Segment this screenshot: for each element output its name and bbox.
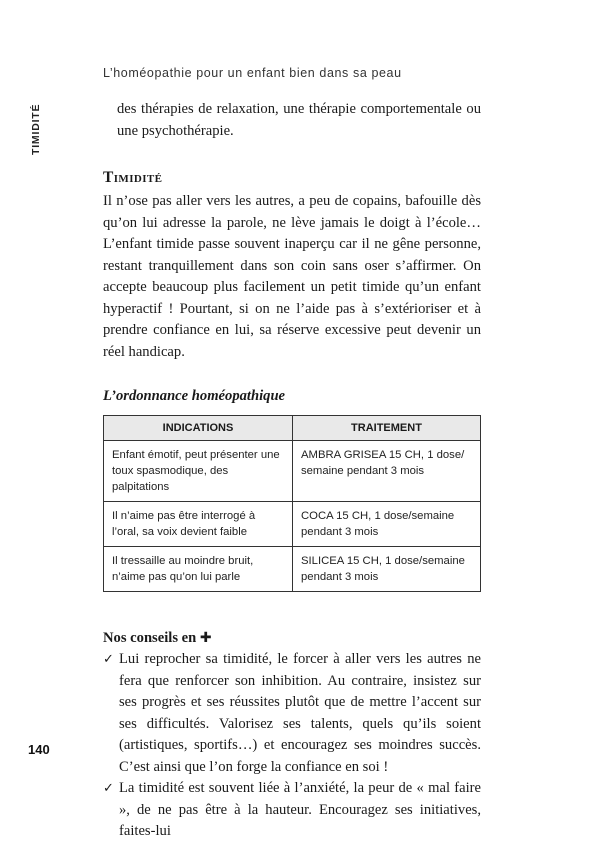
table-row: [104, 502, 481, 547]
page-content: [103, 99, 481, 843]
prescription-table: [103, 415, 481, 592]
indication-cell: Enfant émotif, peut présenter une toux spasmodique, des palpitations: [104, 441, 293, 502]
column-header-traitement: TRAITEMENT: [293, 416, 481, 441]
column-header-indications: INDICATIONS: [104, 416, 293, 441]
check-icon: ✓: [103, 652, 114, 667]
list-item: [103, 649, 481, 778]
advice-item-text: La timidité est souvent liée à l’anxiété, la peur de « mal faire », de ne pas être à la hauteur. Encouragez ses initiatives, faites-lui: [119, 780, 481, 839]
table-header-row: [104, 416, 481, 441]
running-head: L’homéopathie pour un enfant bien dans sa peau: [103, 66, 402, 80]
page-number: 140: [28, 742, 50, 757]
indication-cell: Il tressaille au moindre bruit, n’aime pas qu’on lui parle: [104, 547, 293, 592]
chapter-side-tab: TIMIDITÉ: [30, 104, 42, 156]
advice-title: [103, 630, 481, 647]
section-title: Timidité: [103, 169, 163, 186]
table-row: [104, 441, 481, 502]
treatment-cell: AMBRA GRISEA 15 CH, 1 dose/ semaine pendant 3 mois: [293, 441, 481, 502]
advice-title-text: Nos conseils en: [103, 630, 197, 646]
indication-cell: Il n’aime pas être interrogé à l’oral, sa voix devient faible: [104, 502, 293, 547]
check-icon: ✓: [103, 781, 114, 796]
plus-icon: ✚: [199, 630, 212, 646]
advice-item-text: Lui reprocher sa timidité, le forcer à aller vers les autres ne fera que renforcer son inhibition. Au contraire, insistez sur ses progrès et ses réussites plutôt que de mettre l’accent sur ses difficultés. Valorisez ses talents, quels qu’ils soient (artistiques, sportifs…) et encouragez ses moindres succès. C’est ainsi que l’on forge la confiance en soi !: [119, 651, 481, 775]
treatment-cell: SILICEA 15 CH, 1 dose/semaine pendant 3 mois: [293, 547, 481, 592]
section-body: Il n’ose pas aller vers les autres, a peu de copains, bafouille dès qu’on lui adresse la parole, ne lève jamais le doigt à l’école… L’enfant timide passe souvent inaperçu car il ne gêne personne, restant tranquillement dans son coin sans oser s’affirmer. On accepte beaucoup plus facilement un petit timide qu’un enfant hyperactif ! Pourtant, si on ne l’aide pas à s’extérioriser et à prendre confiance en lui, sa réserve excessive peut devenir un réel handicap.: [103, 193, 481, 360]
advice-list: [103, 649, 481, 843]
list-item: [103, 778, 481, 843]
intro-paragraph: des thérapies de relaxation, une thérapie comportementale ou une psychothérapie.: [117, 101, 481, 139]
table-row: [104, 547, 481, 592]
prescription-heading: L’ordonnance homéopathique: [103, 388, 286, 404]
treatment-cell: COCA 15 CH, 1 dose/semaine pendant 3 mois: [293, 502, 481, 547]
